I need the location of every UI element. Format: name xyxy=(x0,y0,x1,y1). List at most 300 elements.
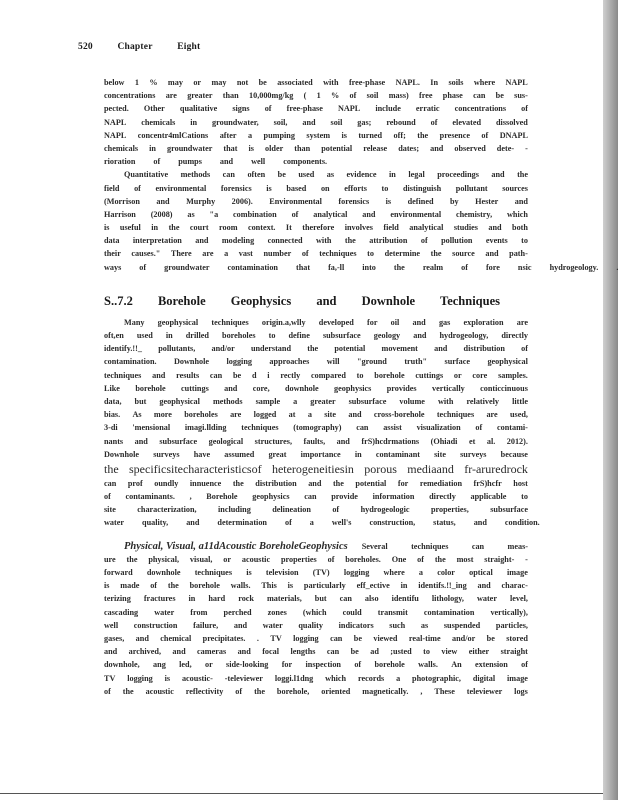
word: soils xyxy=(448,78,464,87)
word: (TV) xyxy=(312,568,330,577)
word: their xyxy=(104,249,121,259)
word: but xyxy=(314,594,327,604)
word: boreholes xyxy=(222,331,256,340)
word: and xyxy=(219,157,234,167)
text-line xyxy=(104,247,528,260)
word: elevated xyxy=(452,117,482,127)
word: or xyxy=(223,554,232,564)
word: to xyxy=(521,492,528,502)
word: sources xyxy=(502,183,528,193)
word: path- xyxy=(509,249,528,259)
word: a xyxy=(396,673,401,683)
word: lengths xyxy=(290,647,316,657)
word: are xyxy=(516,317,528,327)
section-heading-word: Borehole xyxy=(157,293,206,308)
word: suspended xyxy=(443,620,481,630)
word: can xyxy=(471,541,485,551)
word: There xyxy=(170,249,192,259)
word: porous xyxy=(364,461,397,476)
word: of xyxy=(301,249,309,259)
word: optical xyxy=(469,568,493,577)
word: of xyxy=(235,686,243,696)
word: color xyxy=(437,568,455,577)
word: (2008) xyxy=(150,209,173,219)
text-line xyxy=(104,672,528,685)
word: subsurface xyxy=(490,505,528,515)
word: visual, xyxy=(189,554,213,564)
text-line xyxy=(104,342,528,355)
word: free-phase xyxy=(348,78,386,87)
word: 1 xyxy=(134,78,139,87)
word: bias. xyxy=(104,410,121,420)
word: is xyxy=(164,673,171,683)
text-line xyxy=(104,316,528,329)
word: or xyxy=(193,78,202,87)
word: pollution xyxy=(441,236,473,246)
word: cuttings xyxy=(415,370,444,380)
word: used xyxy=(136,331,153,340)
word: movement xyxy=(381,344,418,354)
word: contami- xyxy=(496,423,528,433)
word: data, xyxy=(104,396,122,406)
word: perched xyxy=(223,607,252,617)
word: downhole xyxy=(285,383,319,393)
text-line xyxy=(104,182,528,195)
word: side-looking xyxy=(226,660,269,670)
text-line xyxy=(104,382,528,395)
word: borehole xyxy=(374,370,405,380)
word: acoustic xyxy=(241,554,271,564)
word: may xyxy=(211,78,227,87)
word: results xyxy=(176,370,200,380)
word: phase xyxy=(442,91,463,101)
word: contamination. xyxy=(104,357,157,367)
body-line-large xyxy=(104,461,528,477)
word: importance xyxy=(300,449,341,459)
word: in xyxy=(165,331,173,340)
word: interpretation xyxy=(132,236,182,246)
word: in xyxy=(389,170,396,180)
word: determination xyxy=(217,518,267,528)
word: free xyxy=(419,91,433,101)
section-heading-word: Techniques xyxy=(440,293,500,308)
word: truth" xyxy=(404,357,428,367)
word: samples. xyxy=(498,370,528,380)
word: et xyxy=(468,436,476,446)
word: core xyxy=(472,370,488,380)
word: and xyxy=(491,170,505,180)
word: and xyxy=(434,344,448,354)
word: and xyxy=(237,647,251,657)
word: source xyxy=(452,249,475,259)
word: surveys xyxy=(460,449,487,459)
word: techniques xyxy=(211,317,249,327)
word: court xyxy=(189,223,209,233)
word: number xyxy=(263,249,292,259)
word: is xyxy=(385,196,392,206)
word: the xyxy=(168,223,180,233)
word: forensics xyxy=(220,183,252,193)
word: of xyxy=(139,262,147,272)
word: logs xyxy=(514,686,528,696)
word: of xyxy=(264,104,272,114)
word: greater xyxy=(187,91,213,101)
word: used xyxy=(298,170,315,180)
word: provides xyxy=(386,383,417,393)
word: contaminants. xyxy=(125,492,175,502)
word: identifs.!!_ing xyxy=(418,581,467,591)
word: pollutants, xyxy=(158,344,196,354)
word: can xyxy=(104,478,117,488)
word: gas xyxy=(438,317,451,327)
word: forward xyxy=(104,568,133,577)
word: is xyxy=(246,568,252,577)
text-line xyxy=(104,685,528,698)
word: with xyxy=(316,236,332,246)
word: approaches xyxy=(269,357,310,367)
word: a xyxy=(293,396,298,406)
word: to xyxy=(367,249,374,259)
word: chemistry, xyxy=(455,209,493,219)
word: a xyxy=(224,249,229,259)
word: loggi.l1dng xyxy=(274,673,314,683)
word: oft,en xyxy=(104,331,124,340)
word: and xyxy=(104,647,118,657)
word: soil xyxy=(330,117,343,127)
text-line xyxy=(104,421,528,434)
word: which xyxy=(506,209,528,219)
word: and xyxy=(473,518,487,528)
word: involves xyxy=(344,223,373,233)
word: NAPL xyxy=(104,130,127,140)
word: that xyxy=(223,143,238,153)
word: concentr4mlCations xyxy=(137,130,209,140)
word: components. xyxy=(283,157,328,167)
word: than xyxy=(294,143,311,153)
word: In xyxy=(430,78,439,87)
word: and xyxy=(430,143,444,153)
word: An xyxy=(451,660,462,670)
word: well xyxy=(104,620,119,630)
paragraph-1 xyxy=(104,76,528,168)
word: off; xyxy=(393,130,406,140)
word: can xyxy=(209,370,223,380)
word: ways xyxy=(104,262,122,272)
paragraph-2 xyxy=(104,168,599,274)
word: could xyxy=(342,607,362,617)
word: subsurface xyxy=(348,396,387,406)
word: relatively xyxy=(466,396,500,406)
word: groundwater xyxy=(164,262,210,272)
word: well's xyxy=(331,518,352,528)
word: of xyxy=(521,104,528,114)
word: is xyxy=(341,130,347,140)
word: for xyxy=(367,317,378,327)
word: dete- xyxy=(496,143,515,153)
word: of xyxy=(521,660,528,670)
word: water xyxy=(154,607,175,617)
word: of xyxy=(481,130,489,140)
word: of xyxy=(150,581,158,591)
word: concentrations xyxy=(104,91,156,101)
word: of xyxy=(284,518,292,528)
word: based xyxy=(286,183,307,193)
word: assumed xyxy=(224,449,255,459)
word: One xyxy=(391,554,407,564)
word: contaminant xyxy=(375,449,420,459)
word: pected. xyxy=(104,104,129,114)
word: acoustic- xyxy=(181,673,213,683)
word: be xyxy=(277,170,286,180)
word: 10,000mg/kg xyxy=(249,91,294,101)
word: observed xyxy=(454,143,486,153)
word: real-time xyxy=(408,633,441,643)
word: including xyxy=(218,505,251,515)
word: at xyxy=(288,410,296,420)
word: where xyxy=(383,568,405,577)
word: on xyxy=(320,183,330,193)
word: to xyxy=(268,331,276,340)
word: connected xyxy=(267,236,303,246)
word: % xyxy=(149,78,158,87)
word: rectly xyxy=(280,370,301,380)
word: is xyxy=(287,581,294,591)
word: greater xyxy=(310,396,336,406)
word: the xyxy=(104,461,119,476)
word: of xyxy=(104,686,111,696)
word: origin.a,wlly xyxy=(261,317,306,327)
word: signs xyxy=(232,104,250,114)
word: chemicals xyxy=(104,143,139,153)
word: led, xyxy=(179,660,192,670)
word: fore xyxy=(485,262,500,272)
word: drilled xyxy=(185,331,209,340)
chapter-label: Chapter xyxy=(117,42,153,52)
word: walls. xyxy=(230,581,251,591)
word: borehole xyxy=(135,383,166,393)
word: walls. xyxy=(418,660,438,670)
word: directly xyxy=(501,331,528,340)
word: NAPL xyxy=(337,104,361,114)
word: faults, xyxy=(303,436,326,446)
text-line xyxy=(104,579,528,592)
word: geophysical xyxy=(159,396,200,406)
word: and xyxy=(302,117,316,127)
word: and/or xyxy=(452,633,476,643)
paragraph-4 xyxy=(104,553,528,698)
word: legal xyxy=(408,170,425,180)
word: applicable xyxy=(470,492,507,502)
text-line xyxy=(104,89,528,102)
word: understand xyxy=(250,344,291,354)
word: made xyxy=(120,581,140,591)
word: lithology, xyxy=(431,594,464,604)
word: a xyxy=(309,518,314,528)
word: host xyxy=(513,478,528,488)
word: the xyxy=(434,554,446,564)
word: site xyxy=(104,505,116,515)
word: imagi.llding xyxy=(184,423,227,433)
word: be xyxy=(353,633,362,643)
word: cascading xyxy=(104,607,139,617)
word: (Ohiadi xyxy=(430,436,458,446)
word: the xyxy=(167,581,179,591)
word: rebound xyxy=(386,117,416,127)
section-heading-word: Geophysics xyxy=(230,293,292,308)
word: well xyxy=(251,157,266,167)
word: cuttings xyxy=(181,383,209,393)
text-line xyxy=(104,448,528,461)
word: archived, xyxy=(128,647,161,657)
word: straight xyxy=(500,647,528,657)
text-line xyxy=(104,369,528,382)
word: quality, xyxy=(142,518,169,528)
word: with xyxy=(437,396,454,406)
word: or xyxy=(204,660,213,670)
word: fa,-ll xyxy=(328,262,345,272)
word: properties xyxy=(280,554,317,564)
word: or xyxy=(453,370,462,380)
word: the xyxy=(232,478,244,488)
word: the xyxy=(517,170,528,180)
word: the xyxy=(126,554,138,564)
word: as xyxy=(420,620,429,630)
word: quality xyxy=(298,620,323,630)
word: water xyxy=(476,594,497,604)
word: cross-borehole xyxy=(373,410,425,420)
word: useful xyxy=(119,223,141,233)
word: associated xyxy=(277,78,313,87)
word: 2006). xyxy=(231,196,253,206)
word: can xyxy=(222,170,235,180)
word: fr-aruredrock xyxy=(464,461,528,476)
word: eff_ective xyxy=(356,581,390,591)
word: and xyxy=(156,196,170,206)
word: This xyxy=(261,581,277,591)
word: Environmental xyxy=(269,196,322,206)
word: . xyxy=(256,633,259,643)
text-line xyxy=(104,435,528,448)
word: of xyxy=(521,344,528,354)
word: contamination xyxy=(227,262,278,272)
word: can xyxy=(356,423,369,433)
word: modeling xyxy=(221,236,255,246)
word: "a xyxy=(209,209,219,219)
word: older xyxy=(265,143,284,153)
word: of xyxy=(327,554,335,564)
word: boreholes xyxy=(184,410,218,420)
word: causes." xyxy=(131,249,161,259)
word: straight- xyxy=(484,554,515,564)
text-line xyxy=(104,116,528,129)
word: great xyxy=(268,449,287,459)
word: field xyxy=(104,183,120,193)
word: logging xyxy=(226,357,252,367)
text-line xyxy=(104,195,528,208)
word: These xyxy=(434,686,455,696)
word: of xyxy=(420,236,428,246)
section-number: S..7.2 xyxy=(104,293,133,308)
word: of xyxy=(417,554,424,564)
text-line xyxy=(104,129,528,142)
text-line xyxy=(104,516,540,529)
word: particles, xyxy=(495,620,528,630)
word: % xyxy=(331,91,340,101)
word: and xyxy=(308,478,322,488)
word: potential xyxy=(355,478,387,488)
word: vast xyxy=(238,249,253,259)
word: Many xyxy=(124,317,145,327)
word: d xyxy=(251,370,257,380)
word: NAPL xyxy=(505,78,528,87)
word: release xyxy=(363,143,388,153)
subheading: Physical, Visual, a11dAcoustic BoreholeGeophysics xyxy=(124,540,348,552)
word: charac- xyxy=(501,581,528,591)
word: and xyxy=(514,196,528,206)
word: turned xyxy=(358,130,383,140)
word: and xyxy=(195,236,209,246)
word: and xyxy=(413,331,427,340)
word: environmental xyxy=(390,209,442,219)
word: acoustic xyxy=(145,686,174,696)
word: techniques xyxy=(319,249,357,259)
subheading-tail xyxy=(362,540,528,553)
text-line xyxy=(104,261,599,274)
word: level, xyxy=(509,594,528,604)
word: logging xyxy=(293,633,319,643)
word: are xyxy=(202,249,214,259)
word: can xyxy=(330,633,343,643)
word: also xyxy=(364,594,379,604)
word: directly xyxy=(429,492,456,502)
word: combination xyxy=(233,209,277,219)
word: oundly xyxy=(154,478,179,488)
word: presence xyxy=(439,130,470,140)
word: Like xyxy=(104,383,120,393)
word: concentrations xyxy=(454,104,507,114)
word: 3-di xyxy=(104,423,118,433)
word: and xyxy=(412,317,426,327)
word: fractures xyxy=(143,594,176,604)
word: Murphy xyxy=(186,196,216,206)
word: hydrogeologic xyxy=(360,505,410,515)
text-line xyxy=(104,395,528,408)
word: both xyxy=(512,223,528,233)
word: define xyxy=(288,331,310,340)
text-line xyxy=(104,355,528,368)
word: site xyxy=(434,449,446,459)
word: precipitates. xyxy=(202,633,246,643)
word: pollutant xyxy=(455,183,488,193)
word: soil, xyxy=(273,117,288,127)
word: (Morrison xyxy=(104,196,140,206)
word: focal xyxy=(262,647,280,657)
word: system xyxy=(306,130,331,140)
word: as xyxy=(326,170,335,180)
word: delineation xyxy=(272,505,311,515)
word: determine xyxy=(384,249,421,259)
word: of xyxy=(475,423,483,433)
page-number: 520 xyxy=(78,42,93,52)
word: rock xyxy=(238,594,254,604)
word: distribution xyxy=(255,478,297,488)
word: Harrison xyxy=(104,209,136,219)
word: nants xyxy=(104,436,124,446)
word: not xyxy=(236,78,249,87)
word: particularly xyxy=(303,581,346,591)
word: 2012). xyxy=(506,436,528,446)
word: - xyxy=(525,554,528,564)
